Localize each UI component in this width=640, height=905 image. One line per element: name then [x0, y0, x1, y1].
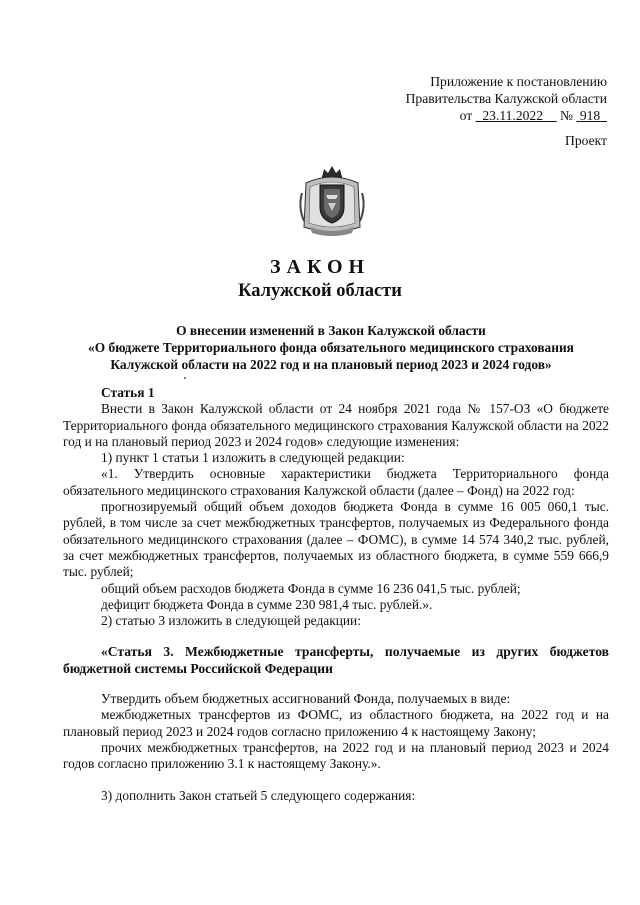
appendix-date-line: [406, 107, 607, 124]
law-title: [60, 322, 602, 373]
paragraph: прочих межбюджетных трансфертов, на 2022 год и на плановый период 2023 и 2024 годов согласно приложению 3.1 к настоящему Закону.».: [63, 739, 609, 772]
paragraph: «1. Утвердить основные характеристики бюджета Территориального фонда обязательного медицинского страхования Калужской области (далее – Фонд) на 2022 год:: [63, 466, 609, 498]
scan-speck: [184, 377, 186, 379]
law-title-line: «О бюджете Территориального фонда обязательного медицинского страхования: [88, 340, 574, 355]
paragraph: дефицит бюджета Фонда в сумме 230 981,4 тыс. рублей.».: [101, 596, 433, 612]
paragraph: 2) статью 3 изложить в следующей редакции:: [101, 613, 361, 629]
article-3-heading: «Статья 3. Межбюджетные трансферты, получаемые из других бюджетов бюджетной системы Российской Федерации: [63, 644, 609, 676]
number-prefix: №: [560, 108, 573, 123]
paragraph: прогнозируемый общий объем доходов бюджета Фонда в сумме 16 005 060,1 тыс. рублей, в том числе за счет межбюджетных трансфертов, получаемых из Федерального фонда обязательного медицинского страхования (далее – ФОМС), в сумме 14 574 340,2 тыс. рублей, за счет межбюджетных трансфертов, получаемых из областного бюджета, в сумме 559 666,9 тыс. рублей;: [63, 499, 609, 580]
law-title-line: Калужской области на 2022 год и на плановый период 2023 и 2024 годов»: [110, 357, 552, 372]
article-1-heading: Статья 1: [101, 385, 155, 400]
paragraph: общий объем расходов бюджета Фонда в сумме 16 236 041,5 тыс. рублей;: [101, 580, 521, 596]
date-prefix: от: [459, 108, 473, 123]
kaluga-coat-of-arms-icon: [296, 163, 368, 239]
appendix-line-2: Правительства Калужской области: [405, 91, 607, 106]
paragraph: межбюджетных трансфертов из ФОМС, из областного бюджета, на 2022 год и на плановый период 2023 и 2024 годов согласно приложению 4 к настоящему Закону;: [63, 707, 609, 739]
appendix-line-1: Приложение к постановлению: [430, 74, 607, 89]
appendix-block: [406, 73, 607, 124]
document-body: [63, 385, 609, 804]
paragraph: 3) дополнить Закон статьей 5 следующего содержания:: [101, 787, 416, 803]
decree-date: 23.11.2022: [482, 108, 544, 123]
law-title-line: О внесении изменений в Закон Калужской области: [176, 323, 486, 338]
decree-number: 918: [579, 108, 601, 123]
law-heading: ЗАКОН: [269, 256, 371, 278]
paragraph: Утвердить объем бюджетных ассигнований Фонда, получаемых в виде:: [101, 691, 511, 707]
paragraph: 1) пункт 1 статьи 1 изложить в следующей редакции:: [101, 450, 405, 466]
project-label: Проект: [565, 133, 607, 148]
law-region: Калужской области: [238, 281, 402, 301]
paragraph: Внести в Закон Калужской области от 24 ноября 2021 года № 157-ОЗ «О бюджете Территориального фонда обязательного медицинского страхования Калужской области на 2022 год и на плановый период 2023 и 2024 годов» следующие изменения:: [63, 401, 609, 449]
